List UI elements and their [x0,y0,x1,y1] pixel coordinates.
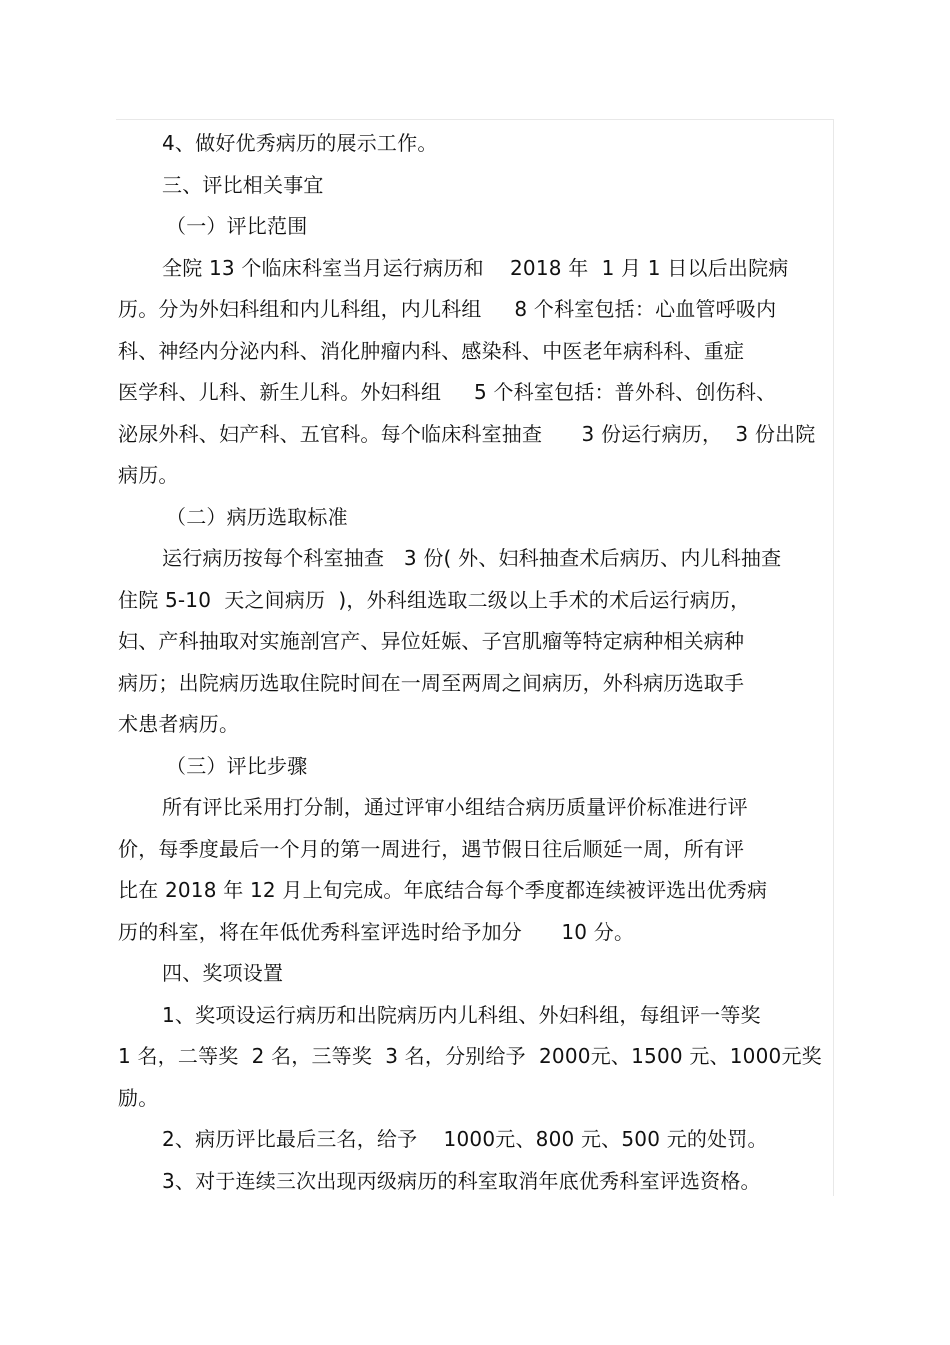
paragraph-line: 所有评比采用打分制，通过评审小组结合病历质量评价标准进行评 [162,795,748,819]
section-heading-4: 四、奖项设置 [162,961,284,985]
section-heading-3: 三、评比相关事宜 [162,173,324,197]
paragraph-line: 术患者病历。 [118,712,240,736]
subheading-steps: （三）评比步骤 [166,754,308,778]
paragraph-line: 病历；出院病历选取住院时间在一周至两周之间病历，外科病历选取手 [118,671,745,695]
subheading-scope: （一）评比范围 [166,214,308,238]
list-item-1: 1、奖项设运行病历和出院病历内儿科组、外妇科组，每组评一等奖 [162,1003,761,1027]
paragraph-line: 历的科室，将在年低优秀科室评选时给予加分 10 分。 [118,920,635,944]
paragraph-line: 病历。 [118,463,179,487]
paragraph-line: 妇、产科抽取对实施剖宫产、异位妊娠、子宫肌瘤等特定病种相关病种 [118,629,745,653]
paragraph-line: 住院 5-10 天之间病历 )，外科组选取二级以上手术的术后运行病历， [118,588,751,612]
list-item-3: 3、对于连续三次出现丙级病历的科室取消年底优秀科室评选资格。 [162,1169,761,1193]
paragraph-line: 励。 [118,1086,159,1110]
paragraph-line: 比在 2018 年 12 月上旬完成。年底结合每个季度都连续被评选出优秀病 [118,878,768,902]
paragraph-line: 1 名，二等奖 2 名，三等奖 3 名，分别给予 2000元、1500 元、1000元奖 [118,1044,822,1068]
paragraph-line: 全院 13 个临床科室当月运行病历和 2018 年 1 月 1 日以后出院病 [162,256,789,280]
paragraph-line: 医学科、儿科、新生儿科。外妇科组 5 个科室包括：普外科、创伤科、 [118,380,777,404]
paragraph-line: 历。分为外妇科组和内儿科组，内儿科组 8 个科室包括：心血管呼吸内 [118,297,777,321]
list-item-4: 4、做好优秀病历的展示工作。 [162,131,438,155]
subheading-criteria: （二）病历选取标准 [166,505,348,529]
paragraph-line: 运行病历按每个科室抽查 3 份( 外、妇科抽查术后病历、内儿科抽查 [162,546,782,570]
page-frame [116,119,834,1196]
paragraph-line: 泌尿外科、妇产科、五官科。每个临床科室抽查 3 份运行病历， 3 份出院 [118,422,816,446]
list-item-2: 2、病历评比最后三名，给予 1000元、800 元、500 元的处罚。 [162,1127,768,1151]
paragraph-line: 价，每季度最后一个月的第一周进行，遇节假日往后顺延一周，所有评 [118,837,745,861]
paragraph-line: 科、神经内分泌内科、消化肿瘤内科、感染科、中医老年病科科、重症 [118,339,745,363]
